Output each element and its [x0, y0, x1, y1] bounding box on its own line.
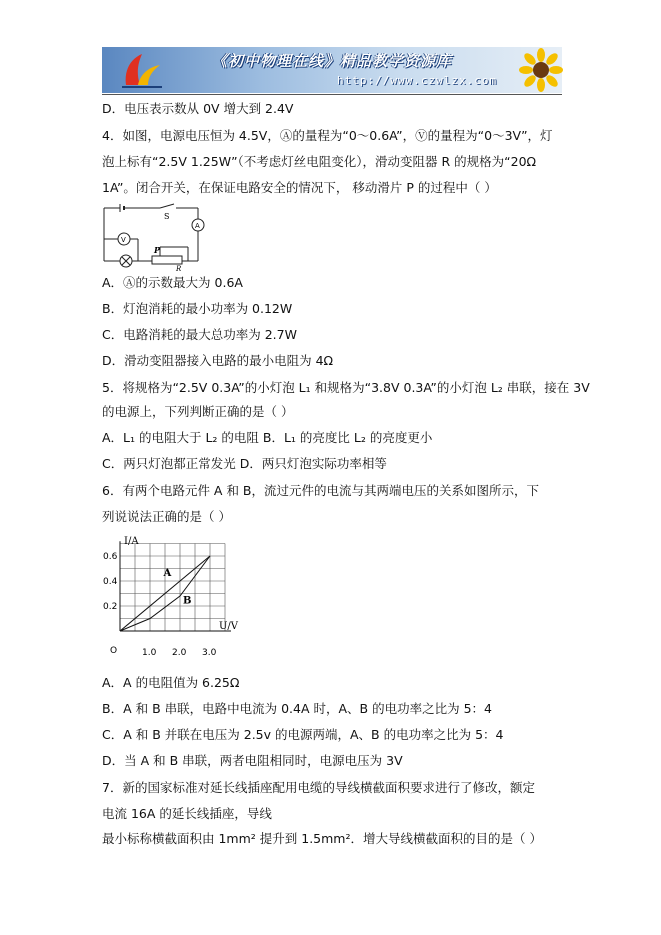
- q6-option-c: C．A 和 B 并联在电压为 2.5v 的电源两端，A、B 的电功率之比为 5：4: [102, 727, 504, 742]
- q6-option-a: A．A 的电阻值为 6.25Ω: [102, 675, 240, 690]
- q4-option-b: B．灯泡消耗的最小功率为 0.12W: [102, 301, 293, 316]
- y-tick-label: 0.6: [103, 552, 118, 562]
- sunflower-icon: [520, 49, 562, 91]
- y-tick-label: 0.4: [103, 577, 118, 587]
- q3-option-d: D．电压表示数从 0V 增大到 2.4V: [102, 101, 294, 116]
- q6-option-b: B．A 和 B 串联，电路中电流为 0.4A 时，A、B 的电功率之比为 5：4: [102, 701, 492, 716]
- q5-options-cd: C．两只灯泡都正常发光 D．两只灯泡实际功率相等: [102, 456, 387, 471]
- q7-stem-line3: 最小标称横截面积由 1mm² 提升到 1.5mm²．增大导线横截面积的目的是（ ）: [102, 831, 542, 846]
- iu-graph: [100, 533, 243, 659]
- q7-stem-line2: 电流 16A 的延长线插座，导线: [102, 806, 272, 821]
- q4-stem-line1: 4．如图，电源电压恒为 4.5V，Ⓐ的量程为“0～0.6A”，Ⓥ的量程为“0～3V”，灯: [102, 128, 553, 143]
- q6-stem-line1: 6．有两个电路元件 A 和 B，流过元件的电流与其两端电压的关系如图所示，下: [102, 483, 540, 498]
- q5-stem-line1: 5．将规格为“2.5V 0.3A”的小灯泡 L₁ 和规格为“3.8V 0.3A”的小灯泡 L₂ 串联，接在 3V: [102, 380, 590, 395]
- origin-label: O: [110, 646, 118, 656]
- x-axis-label: U/V: [219, 621, 239, 632]
- header-title: 《初中物理在线》精品教学资源库: [212, 52, 453, 70]
- y-axis-label: I/A: [124, 536, 139, 547]
- q7-stem-line1: 7．新的国家标准对延长线插座配用电缆的导线横截面积要求进行了修改，额定: [102, 780, 535, 795]
- q5-stem-line2: 的电源上，下列判断正确的是（ ）: [102, 404, 294, 419]
- q5-options-ab: A．L₁ 的电阻大于 L₂ 的电阻 B．L₁ 的亮度比 L₂ 的亮度更小: [102, 430, 433, 445]
- circuit-diagram: [102, 203, 202, 273]
- x-tick-label: 3.0: [202, 648, 217, 658]
- q6-stem-line2: 列说说法正确的是（ ）: [102, 509, 231, 524]
- series-label-a: A: [163, 568, 172, 579]
- circuit-label-resistor: R: [176, 265, 182, 273]
- header-url: http://www.czwlzx.com: [337, 74, 498, 87]
- header-divider: [102, 94, 562, 95]
- circuit-label-switch: S: [164, 212, 170, 221]
- logo-icon: [118, 51, 164, 89]
- graph-labels: [103, 536, 239, 658]
- q4-option-d: D．滑动变阻器接入电路的最小电阻为 4Ω: [102, 353, 334, 368]
- x-tick-label: 2.0: [172, 648, 187, 658]
- q4-option-c: C．电路消耗的最大总功率为 2.7W: [102, 327, 297, 342]
- header-banner: [102, 47, 562, 93]
- x-tick-label: 1.0: [142, 648, 157, 658]
- series-label-b: B: [183, 595, 192, 607]
- y-tick-label: 0.2: [103, 602, 118, 612]
- q6-option-d: D．当 A 和 B 串联，两者电阻相同时，电源电压为 3V: [102, 753, 403, 768]
- circuit-label-voltmeter: V: [121, 236, 126, 244]
- q4-stem-line2: 泡上标有“2.5V 1.25W”（不考虑灯丝电阻变化），滑动变阻器 R 的规格为“20Ω: [102, 154, 537, 169]
- q4-option-a: A．Ⓐ的示数最大为 0.6A: [102, 275, 243, 290]
- circuit-label-ammeter: A: [195, 222, 200, 230]
- circuit-label-slider: P: [154, 245, 161, 255]
- q4-stem-line3: 1A”。闭合开关，在保证电路安全的情况下， 移动滑片 P 的过程中（ ）: [102, 180, 497, 195]
